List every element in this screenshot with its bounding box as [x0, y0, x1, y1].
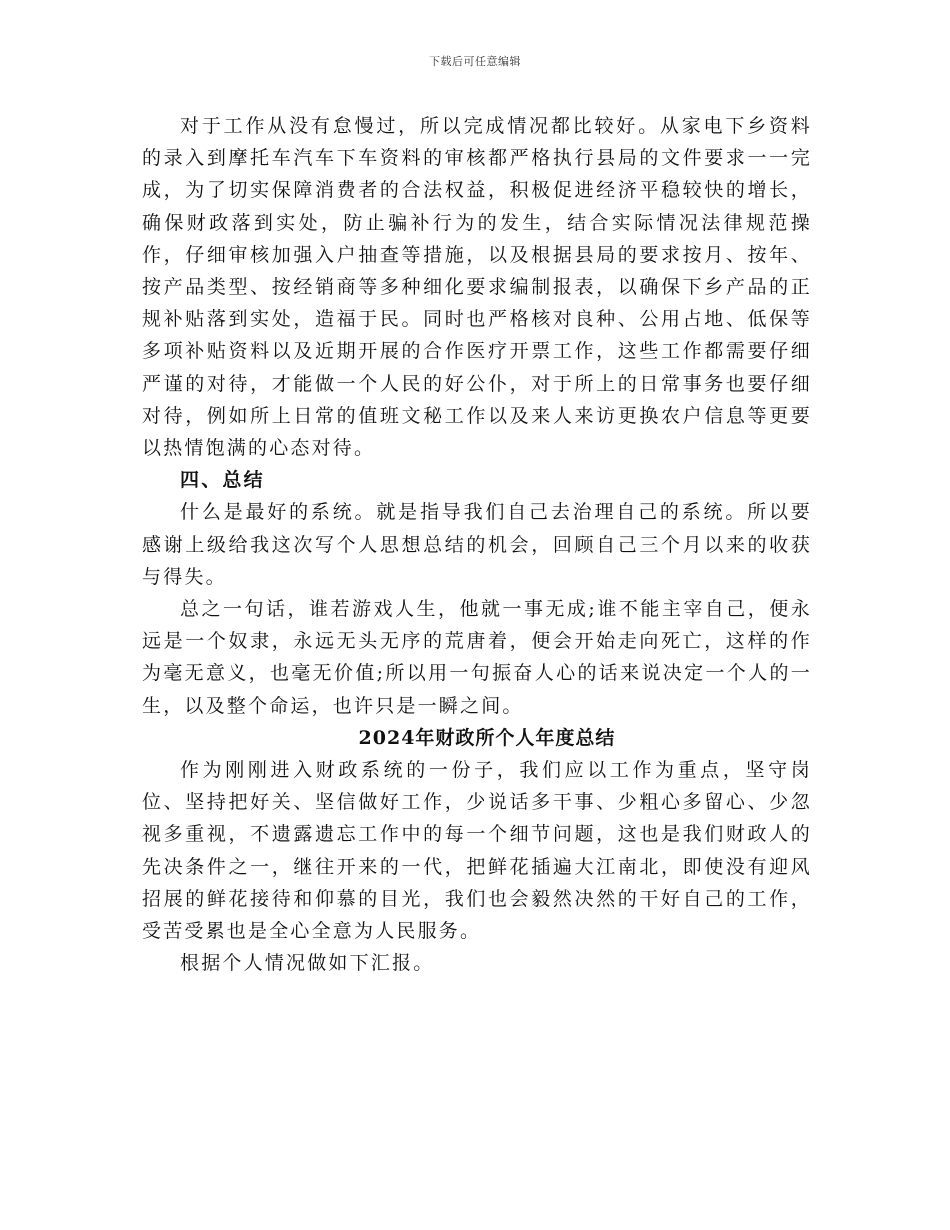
document-title: 2024年财政所个人年度总结: [358, 726, 616, 749]
paragraph-report-intro: 根据个人情况做如下汇报。: [180, 952, 435, 975]
section-heading-summary: 四、总结: [180, 469, 265, 492]
paragraph-best-system: 什么是最好的系统。就是指导我们自己去治理自己的系统。所以要感谢上级给我这次写个人思想总结的机会，回顾自己三个月以来的收获与得失。: [142, 501, 812, 588]
paragraph-work-performance: 对于工作从没有怠慢过，所以完成情况都比较好。从家电下乡资料的录入到摩托车汽车下车资料的审核都严格执行县局的文件要求一一完成，为了切实保障消费者的合法权益，积极促进经济平稳较快的增长，确保财政落到实处，防止骗补行为的发生，结合实际情况法律规范操作，仔细审核加强入户抽查等措施，以及根据县局的要求按月、按年、按产品类型、按经销商等多种细化要求编制报表，以确保下乡产品的正规补贴落到实处，造福于民。同时也严格核对良种、公用占地、低保等多项补贴资料以及近期开展的合作医疗开票工作，这些工作都需要仔细严谨的对待，才能做一个人民的好公仆，对于所上的日常事务也要仔细对待，例如所上日常的值班文秘工作以及来人来访更换农户信息等更要以热情饱满的心态对待。: [142, 115, 812, 460]
paragraph-new-member: 作为刚刚进入财政系统的一份子，我们应以工作为重点，坚守岗位、坚持把好关、坚信做好工作，少说话多干事、少粗心多留心、少忽视多重视，不遗露遗忘工作中的每一个细节问题，这也是我们财政人的先决条件之一，继往开来的一代，把鲜花插遍大江南北，即使没有迎风招展的鲜花接待和仰慕的目光，我们也会毅然决然的干好自己的工作，受苦受累也是全心全意为人民服务。: [142, 759, 812, 943]
header-note: 下载后可任意编辑: [429, 55, 521, 68]
paragraph-conclusion: 总之一句话，谁若游戏人生，他就一事无成;谁不能主宰自己，便永远是一个奴隶，永远无头无序的荒唐着，便会开始走向死亡，这样的作为毫无意义，也毫无价值;所以用一句振奋人心的话来说决定一个人的一生，以及整个命运，也许只是一瞬之间。: [142, 598, 812, 717]
document-body: [142, 110, 812, 979]
